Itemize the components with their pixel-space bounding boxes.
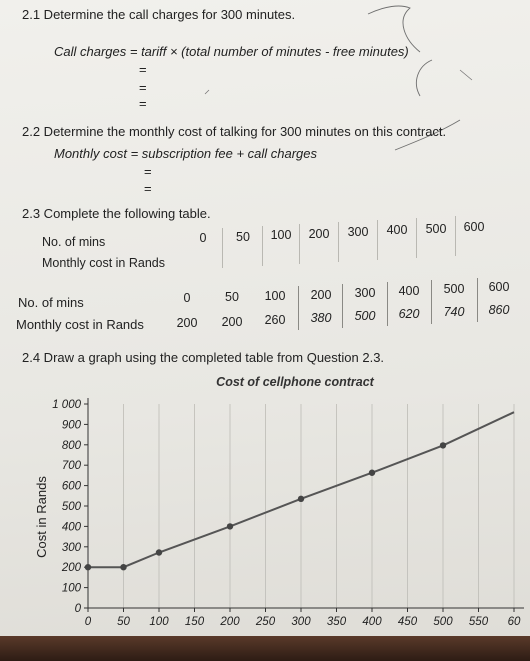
chart-y-ticks	[52, 399, 88, 615]
completed-min-4: 300	[354, 286, 376, 300]
q21-eq-4: =	[139, 96, 147, 111]
q23-min-6: 500	[425, 222, 447, 236]
q23-row1-label: No. of mins	[42, 235, 106, 249]
data-point	[298, 496, 304, 502]
chart-gridlines	[124, 404, 515, 608]
x-tick-label: 0	[84, 616, 92, 628]
q24-heading: 2.4 Draw a graph using the completed table from Question 2.3.	[22, 350, 385, 365]
completed-cost-0: 200	[176, 316, 198, 330]
q21-heading: 2.1 Determine the call charges for 300 minutes.	[22, 7, 296, 22]
completed-divider	[477, 278, 478, 322]
q21-eq-3: =	[139, 80, 147, 95]
completed-min-5: 400	[398, 284, 420, 298]
q22-eq-3: =	[144, 181, 152, 196]
completed-min-2: 100	[264, 289, 286, 303]
q23-min-2: 100	[270, 228, 292, 242]
x-tick-label: 450	[397, 616, 418, 628]
chart-series	[85, 412, 514, 570]
x-tick-label: 400	[362, 616, 382, 628]
completed-cost-4: 500	[354, 309, 376, 323]
y-tick-label: 900	[61, 419, 81, 432]
data-point	[227, 523, 233, 529]
y-tick-label: 400	[61, 521, 81, 534]
completed-divider	[387, 282, 388, 326]
y-axis-label: Cost in Rands	[34, 476, 49, 558]
q23-min-7: 600	[463, 220, 485, 234]
q23-min-0: 0	[199, 231, 207, 245]
completed-min-6: 500	[443, 282, 465, 296]
completed-divider	[431, 280, 432, 324]
q21-eq-2: =	[139, 62, 147, 77]
q23-divider	[299, 224, 300, 264]
x-tick-label: 100	[149, 616, 169, 628]
chart-x-ticks	[85, 608, 521, 628]
chart-axes	[88, 398, 524, 608]
completed-row1-label: No. of mins	[18, 295, 84, 310]
completed-cost-3: 380	[310, 311, 332, 325]
table-surface	[0, 636, 530, 661]
data-point	[156, 549, 162, 555]
q23-min-5: 400	[386, 223, 408, 237]
data-point	[85, 564, 91, 570]
q23-divider	[377, 220, 378, 260]
cost-line-chart	[0, 372, 530, 632]
y-tick-label: 700	[61, 460, 81, 473]
data-point	[440, 442, 446, 448]
q23-row2-label: Monthly cost in Rands	[42, 256, 165, 270]
x-tick-label: 60	[507, 616, 521, 628]
q23-min-3: 200	[308, 227, 330, 241]
completed-min-0: 0	[183, 291, 191, 305]
x-tick-label: 550	[468, 616, 489, 628]
q22-heading: 2.2 Determine the monthly cost of talking for 300 minutes on this contract.	[22, 124, 447, 139]
completed-cost-6: 740	[443, 305, 465, 319]
y-tick-label: 300	[61, 541, 81, 554]
x-tick-label: 350	[326, 616, 347, 628]
x-tick-label: 500	[433, 616, 453, 628]
q23-divider	[262, 226, 263, 266]
x-tick-label: 150	[184, 616, 205, 628]
y-tick-label: 1 000	[52, 399, 81, 411]
completed-cost-2: 260	[264, 313, 286, 327]
y-tick-label: 200	[61, 562, 81, 575]
q23-divider	[455, 216, 456, 256]
x-tick-label: 250	[255, 616, 276, 628]
completed-cost-7: 860	[488, 303, 510, 317]
completed-row2-label: Monthly cost in Rands	[16, 317, 144, 332]
q23-min-1: 50	[236, 230, 250, 244]
q23-divider	[222, 228, 223, 268]
pen-scribbles	[0, 0, 530, 200]
y-tick-label: 100	[61, 582, 81, 595]
q21-formula: Call charges = tariff × (total number of minutes - free minutes)	[54, 44, 409, 59]
y-tick-label: 500	[61, 501, 81, 513]
x-tick-label: 200	[220, 616, 240, 628]
q23-divider	[416, 218, 417, 258]
completed-min-3: 200	[310, 288, 332, 302]
x-tick-label: 300	[291, 616, 311, 628]
q22-formula: Monthly cost = subscription fee + call charges	[54, 146, 318, 161]
completed-min-7: 600	[488, 280, 510, 294]
y-tick-label: 800	[61, 439, 81, 452]
q22-eq-2: =	[144, 164, 152, 179]
q23-min-4: 300	[347, 225, 369, 239]
completed-cost-5: 620	[398, 307, 420, 321]
completed-divider	[298, 286, 299, 330]
y-tick-label: 600	[61, 480, 81, 493]
q23-divider	[338, 222, 339, 262]
q23-heading: 2.3 Complete the following table.	[22, 206, 211, 221]
completed-min-1: 50	[225, 290, 239, 304]
x-tick-label: 50	[117, 616, 130, 628]
completed-divider	[342, 284, 343, 328]
data-point	[369, 470, 375, 476]
y-tick-label: 0	[74, 603, 81, 615]
completed-cost-1: 200	[221, 315, 243, 329]
data-point	[120, 564, 126, 570]
chart-title: Cost of cellphone contract	[216, 375, 374, 389]
